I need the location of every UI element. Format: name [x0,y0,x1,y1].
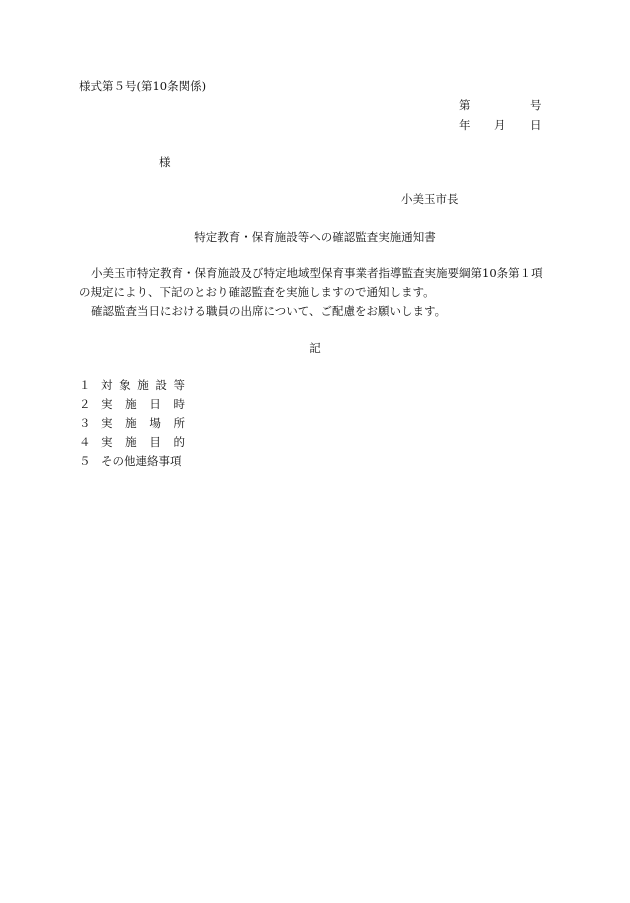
ki-heading: 記 [309,341,321,355]
item-label-char: 施 [125,435,137,449]
body-paragraph-2: 確認監査当日における職員の出席について、ご配慮をお願いします。 [91,304,447,318]
body-paragraph-1-line-2: の規定により、下記のとおり確認監査を実施しますので通知します。 [79,285,435,299]
item-label [101,399,185,411]
item-label-char: 実 [101,416,113,430]
item-label-char: 目 [149,435,161,449]
item-label-char: 時 [173,397,185,411]
item-label-char: 場 [149,416,161,430]
document-number-suffix: 号 [530,98,542,112]
item-label-char: 実 [101,397,113,411]
addressee-honorific: 様 [159,155,171,169]
item-label-char: 等 [173,378,185,392]
item-list [79,380,185,475]
item-number: ５ [79,454,91,468]
date-year-label: 年 [459,118,471,132]
item-label-char: 施 [137,378,149,392]
item-label-char: 所 [173,416,185,430]
item-number: １ [79,378,91,392]
item-label-char: 設 [155,378,167,392]
item-label-char: 施 [125,416,137,430]
item-label-char: 的 [173,435,185,449]
item-label-char: 実 [101,435,113,449]
body-paragraph-1-line-1: 小美玉市特定教育・保育施設及び特定地域型保育事業者指導監査実施要綱第10条第１項 [91,266,543,280]
item-label-char: 象 [119,378,131,392]
item-label-char: 施 [125,397,137,411]
list-item-other-notes [79,456,185,475]
item-label-char: 対 [101,378,113,392]
item-label [101,380,185,392]
document-number-label: 第 [459,98,471,112]
document-title: 特定教育・保育施設等への確認監査実施通知書 [194,230,436,244]
sender-name: 小美玉市長 [401,192,459,206]
date-day-label: 日 [530,118,542,132]
item-label: その他連絡事項 [101,454,182,468]
item-label [101,418,185,430]
item-number: ２ [79,397,91,411]
item-label [101,437,185,449]
item-number: ４ [79,435,91,449]
item-label-char: 日 [149,397,161,411]
item-number: ３ [79,416,91,430]
form-number: 様式第５号(第10条関係) [79,79,207,93]
date-month-label: 月 [494,118,506,132]
